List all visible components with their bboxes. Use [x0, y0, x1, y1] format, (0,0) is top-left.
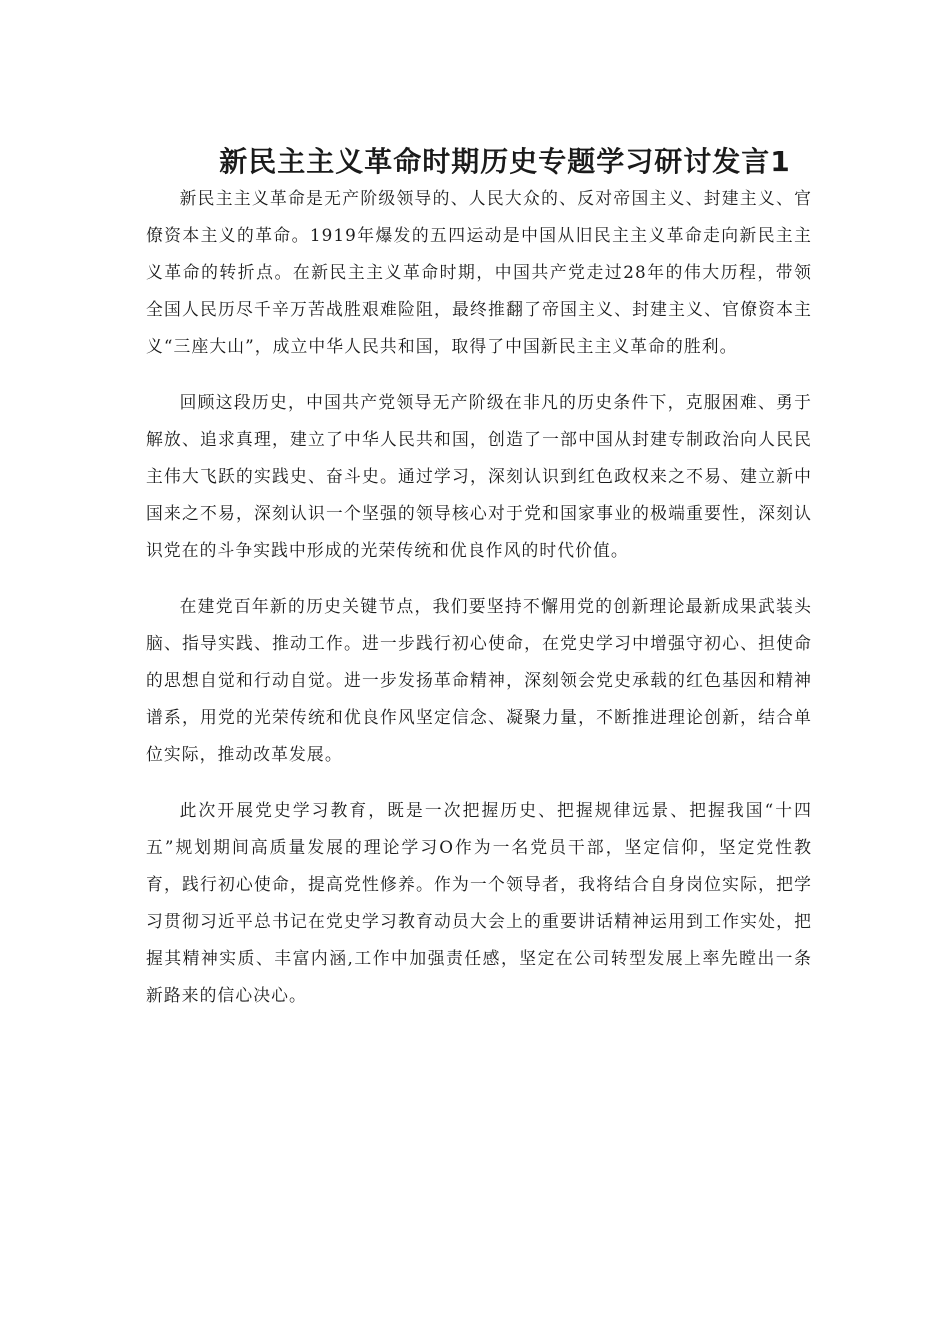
- document-title: 新民主主义革命时期历史专题学习研讨发言1: [219, 145, 791, 178]
- paragraph-3: 在建党百年新的历史关键节点，我们要坚持不懈用党的创新理论最新成果武装头脑、指导实践、推动工作。进一步践行初心使命，在党史学习中增强守初心、担使命的思想自觉和行动自觉。进一步发扬革命精神，深刻领会党史承载的红色基因和精神谱系，用党的光荣传统和优良作风坚定信念、凝聚力量，不断推进理论创新，结合单位实际，推动改革发展。: [146, 596, 812, 764]
- paragraph-4: 此次开展党史学习教育，既是一次把握历史、把握规律远景、把握我国“十四五”规划期间高质量发展的理论学习O作为一名党员干部，坚定信仰，坚定党性教育，践行初心使命，提高党性修养。作为一个领导者，我将结合自身岗位实际，把学习贯彻习近平总书记在党史学习教育动员大会上的重要讲话精神运用到工作实处，把握其精神实质、丰富内涵,工作中加强责任感，坚定在公司转型发展上率先瞠出一条新路来的信心决心。: [146, 800, 812, 1005]
- paragraph-1: 新民主主义革命是无产阶级领导的、人民大众的、反对帝国主义、封建主义、官僚资本主义的革命。1919年爆发的五四运动是中国从旧民主主义革命走向新民主主义革命的转折点。在新民主主义革命时期，中国共产党走过28年的伟大历程，带领全国人民历尽千辛万苦战胜艰难险阻，最终推翻了帝国主义、封建主义、官僚资本主义“三座大山”，成立中华人民共和国，取得了中国新民主主义革命的胜利。: [146, 188, 812, 356]
- paragraph-2: 回顾这段历史，中国共产党领导无产阶级在非凡的历史条件下，克服困难、勇于解放、追求真理，建立了中华人民共和国，创造了一部中国从封建专制政治向人民民主伟大飞跃的实践史、奋斗史。通过学习，深刻认识到红色政权来之不易、建立新中国来之不易，深刻认识一个坚强的领导核心对于党和国家事业的极端重要性，深刻认识党在的斗争实践中形成的光荣传统和优良作风的时代价值。: [146, 392, 812, 560]
- document-body: [146, 180, 812, 1033]
